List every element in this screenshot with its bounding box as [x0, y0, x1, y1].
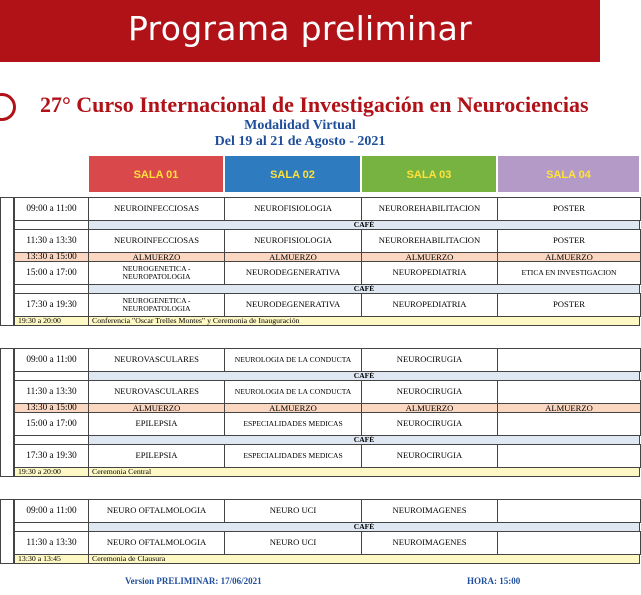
- banner-title: Programa preliminar: [127, 9, 473, 48]
- lunch-cell: ALMUERZO: [361, 403, 498, 413]
- session-cell: NEUROREHABILITACION: [361, 229, 498, 253]
- lunch-cell: ALMUERZO: [361, 252, 498, 262]
- event-time-cell: 13:30 a 13:45: [14, 554, 89, 564]
- session-cell: POSTER: [497, 197, 641, 221]
- session-cell: NEUROCIRUGIA: [361, 348, 498, 372]
- sala-header-3: SALA 03: [361, 155, 497, 193]
- session-cell: NEUROINFECCIOSAS: [88, 197, 225, 221]
- session-cell: EPILEPSIA: [88, 444, 225, 468]
- time-cell: 11:30 a 13:30: [14, 380, 89, 404]
- session-cell: NEUROINFECCIOSAS: [88, 229, 225, 253]
- time-cell: 09:00 a 11:00: [14, 197, 89, 221]
- logo-icon: [0, 93, 16, 121]
- hora-label: HORA: 15:00: [467, 576, 521, 586]
- session-cell: [497, 412, 641, 436]
- lunch-cell: ALMUERZO: [224, 403, 362, 413]
- session-cell: NEUROCIRUGIA: [361, 444, 498, 468]
- session-cell: NEUROREHABILITACION: [361, 197, 498, 221]
- session-cell: NEURO UCI: [224, 499, 362, 523]
- time-cell: 09:00 a 11:00: [14, 348, 89, 372]
- session-cell: ETICA EN INVESTIGACION: [497, 261, 641, 285]
- session-cell: NEUROLOGIA DE LA CONDUCTA: [224, 348, 362, 372]
- day-column-marker: [0, 348, 14, 477]
- session-cell: NEURODEGENERATIVA: [224, 261, 362, 285]
- session-cell: NEUROVASCULARES: [88, 380, 225, 404]
- event-row: Ceremonia de Clausura: [88, 554, 640, 564]
- lunch-cell: ALMUERZO: [497, 403, 641, 413]
- time-cell: 09:00 a 11:00: [14, 499, 89, 523]
- lunch-cell: ALMUERZO: [497, 252, 641, 262]
- session-cell: NEUROIMAGENES: [361, 499, 498, 523]
- session-cell: NEUROIMAGENES: [361, 531, 498, 555]
- event-time-cell: 19:30 a 20:00: [14, 316, 89, 326]
- sala-header-2: SALA 02: [224, 155, 361, 193]
- session-cell: POSTER: [497, 229, 641, 253]
- session-cell: NEUROGENETICA - NEUROPATOLOGIA: [88, 293, 225, 317]
- session-cell: NEUROGENETICA - NEUROPATOLOGIA: [88, 261, 225, 285]
- session-cell: NEURODEGENERATIVA: [224, 293, 362, 317]
- break-row: CAFÉ: [88, 435, 640, 445]
- lunch-cell: ALMUERZO: [224, 252, 362, 262]
- time-cell: 17:30 a 19:30: [14, 444, 89, 468]
- session-cell: NEURO UCI: [224, 531, 362, 555]
- break-row: CAFÉ: [88, 220, 640, 230]
- session-cell: NEUROPEDIATRIA: [361, 293, 498, 317]
- day-column-marker: [0, 197, 14, 326]
- time-cell: 15:00 a 17:00: [14, 412, 89, 436]
- session-cell: [497, 380, 641, 404]
- version-label: Version PRELIMINAR: 17/06/2021: [125, 576, 262, 586]
- session-cell: [497, 531, 641, 555]
- session-cell: NEUROCIRUGIA: [361, 412, 498, 436]
- session-cell: NEUROVASCULARES: [88, 348, 225, 372]
- lunch-cell: ALMUERZO: [88, 252, 225, 262]
- lunch-cell: ALMUERZO: [88, 403, 225, 413]
- session-cell: NEUROCIRUGIA: [361, 380, 498, 404]
- session-cell: ESPECIALIDADES MEDICAS: [224, 412, 362, 436]
- time-cell: 11:30 a 13:30: [14, 229, 89, 253]
- session-cell: NEUROLOGIA DE LA CONDUCTA: [224, 380, 362, 404]
- session-cell: NEURO OFTALMOLOGIA: [88, 531, 225, 555]
- session-cell: NEUROPEDIATRIA: [361, 261, 498, 285]
- lunch-time-cell: 13:30 a 15:00: [14, 252, 89, 262]
- session-cell: EPILEPSIA: [88, 412, 225, 436]
- event-row: Conferencia "Oscar Trelles Montes" y Ceremonia de Inauguración: [88, 316, 640, 326]
- event-row: Ceremonia Central: [88, 467, 640, 477]
- event-time-cell: 19:30 a 20:00: [14, 467, 89, 477]
- time-cell: 11:30 a 13:30: [14, 531, 89, 555]
- document-subtitle: Modalidad Virtual: [244, 118, 356, 133]
- day-column-marker: [0, 499, 14, 564]
- sala-header-1: SALA 01: [88, 155, 224, 193]
- lunch-time-cell: 13:30 a 15:00: [14, 403, 89, 413]
- sala-header-4: SALA 04: [497, 155, 640, 193]
- document-dates: Del 19 al 21 de Agosto - 2021: [214, 134, 386, 149]
- session-cell: POSTER: [497, 293, 641, 317]
- document-title: 27° Curso Internacional de Investigación en Neurociencias: [40, 92, 589, 117]
- session-cell: [497, 348, 641, 372]
- session-cell: NEUROFISIOLOGIA: [224, 229, 362, 253]
- session-cell: [497, 499, 641, 523]
- banner: [0, 0, 600, 62]
- session-cell: NEURO OFTALMOLOGIA: [88, 499, 225, 523]
- session-cell: ESPECIALIDADES MEDICAS: [224, 444, 362, 468]
- session-cell: NEUROFISIOLOGIA: [224, 197, 362, 221]
- time-cell: 17:30 a 19:30: [14, 293, 89, 317]
- session-cell: [497, 444, 641, 468]
- break-row: CAFÉ: [88, 522, 640, 532]
- time-cell: 15:00 a 17:00: [14, 261, 89, 285]
- break-row: CAFÉ: [88, 371, 640, 381]
- break-row: CAFÉ: [88, 284, 640, 294]
